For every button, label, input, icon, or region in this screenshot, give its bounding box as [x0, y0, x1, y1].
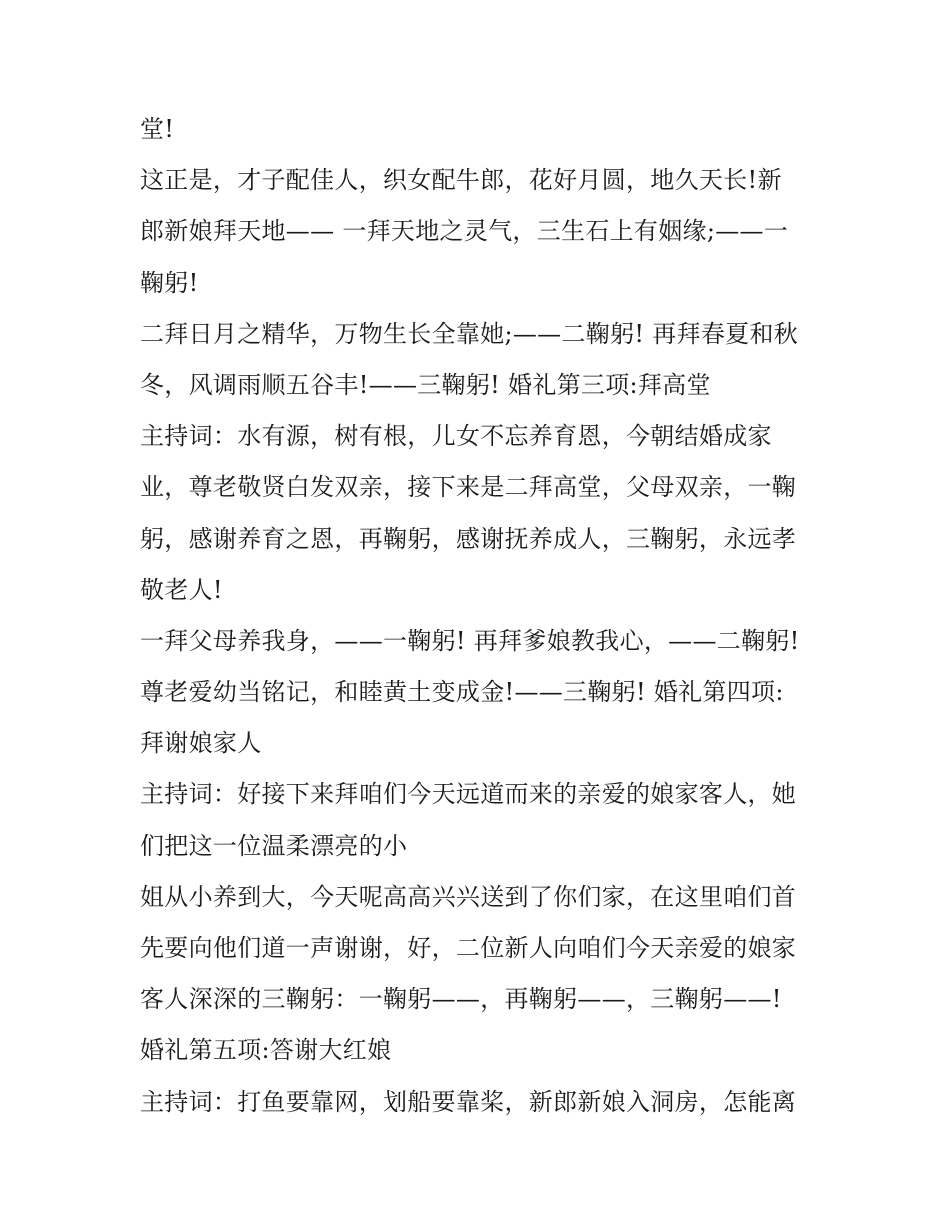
document-body	[140, 104, 820, 1128]
text-line: 躬，感谢养育之恩，再鞠躬，感谢抚养成人，三鞠躬，永远孝	[140, 524, 797, 553]
text-line: 郎新娘拜天地—— 一拜天地之灵气，三生石上有姻缘;——一	[140, 217, 789, 246]
text-line: 敬老人!	[140, 575, 223, 604]
text-line: 鞠躬!	[140, 268, 199, 297]
text-line: 先要向他们道一声谢谢，好，二位新人向咱们今天亲爱的娘家	[140, 934, 797, 962]
text-line: 堂!	[140, 115, 175, 143]
text-line: 客人深深的三鞠躬：一鞠躬——，再鞠躬——，三鞠躬——!	[140, 985, 782, 1014]
text-line: 业，尊老敬贤白发双亲，接下来是二拜高堂，父母双亲，一鞠	[140, 473, 797, 502]
text-line: 这正是，才子配佳人，织女配牛郎，花好月圆，地久天长!新	[140, 166, 782, 195]
text-line: 们把这一位温柔漂亮的小	[140, 831, 408, 860]
section-heading-line: 拜谢娘家人	[140, 729, 262, 758]
text-line: 主持词：水有源，树有根，儿女不忘养育恩，今朝结婚成家	[140, 422, 772, 451]
text-line: 姐从小养到大，今天呢高高兴兴送到了你们家，在这里咱们首	[140, 882, 797, 911]
text-line: 主持词：好接下来拜咱们今天远道而来的亲爱的娘家客人，她	[140, 780, 797, 809]
section-heading-line: 婚礼第五项:答谢大红娘	[140, 1036, 392, 1065]
text-line: 尊老爱幼当铭记，和睦黄土变成金!——三鞠躬! 婚礼第四项:	[140, 678, 784, 707]
text-line: 一拜父母养我身，——一鞠躬! 再拜爹娘教我心，——二鞠躬!	[140, 626, 800, 655]
text-line: 二拜日月之精华，万物生长全靠她;——二鞠躬! 再拜春夏和秋	[140, 319, 799, 348]
text-line: 主持词：打鱼要靠网，划船要靠桨，新郎新娘入洞房，怎能离	[140, 1087, 797, 1116]
text-line: 冬，风调雨顺五谷丰!——三鞠躬! 婚礼第三项:拜高堂	[140, 370, 711, 399]
